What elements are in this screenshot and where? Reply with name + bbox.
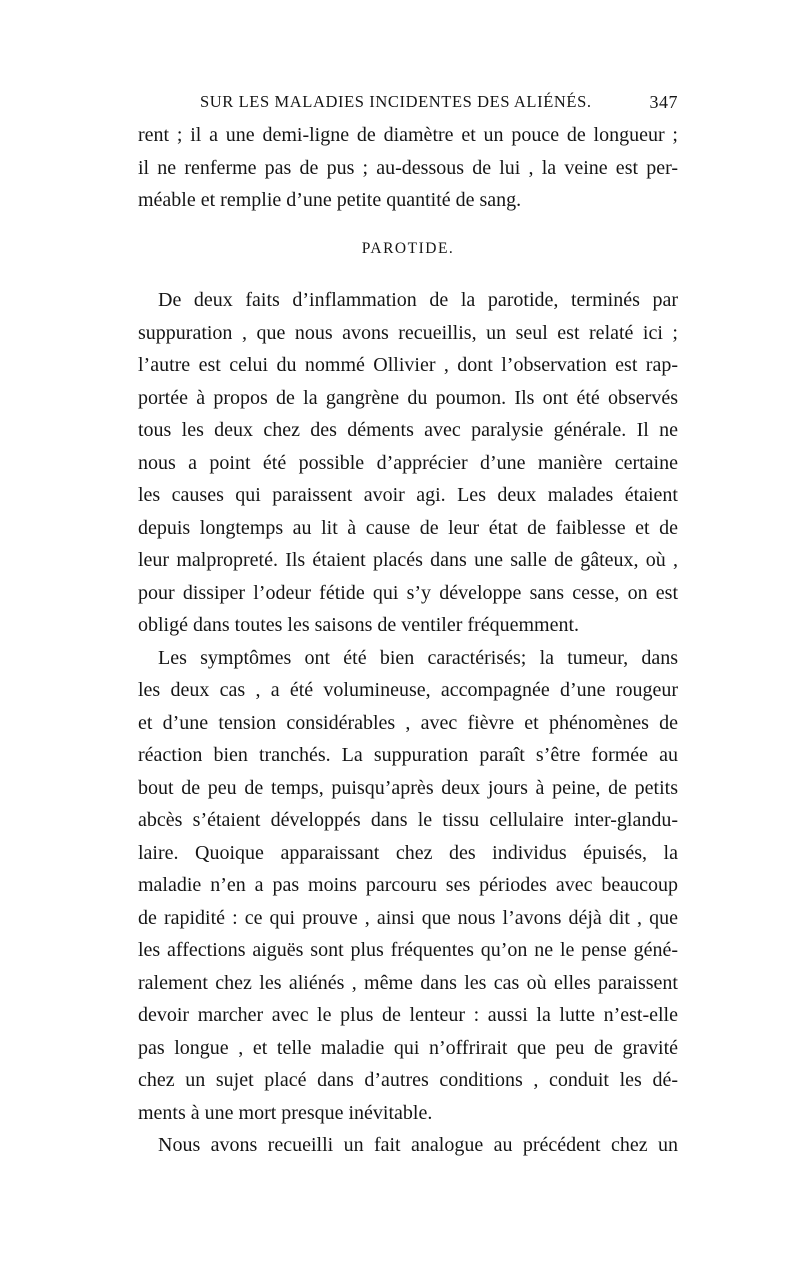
text-line: bout de peu de temps, puisqu’après deux jours à peine, de petits (138, 776, 678, 799)
text-line: de rapidité : ce qui prouve , ainsi que nous l’avons déjà dit , que (138, 906, 678, 929)
text-line: pour dissiper l’odeur fétide qui s’y développe sans cesse, on est (138, 581, 678, 604)
running-head (148, 92, 678, 116)
text-line: et d’une tension considérables , avec fièvre et phénomènes de (138, 711, 678, 734)
body-text (138, 284, 678, 1162)
text-line: depuis longtemps au lit à cause de leur état de faiblesse et de (138, 516, 678, 539)
text-line: nous a point été possible d’apprécier d’une manière certaine (138, 451, 678, 474)
text-line: suppuration , que nous avons recueillis, un seul est relaté ici ; (138, 321, 678, 344)
text-line: réaction bien tranchés. La suppuration paraît s’être formée au (138, 744, 678, 766)
text-line: Nous avons recueilli un fait analogue au précédent chez un (158, 1134, 678, 1156)
text-line: maladie n’en a pas moins parcouru ses périodes avec beaucoup (138, 874, 678, 896)
text-line: devoir marcher avec le plus de lenteur : aussi la lutte n’est-elle (138, 1004, 678, 1026)
text-line: ralement chez les aliénés , même dans les cas où elles paraissent (138, 971, 678, 994)
text-line: obligé dans toutes les saisons de ventiler fréquemment. (138, 614, 580, 636)
text-line: les causes qui paraissent avoir agi. Les deux malades étaient (138, 484, 678, 506)
text-line: les deux cas , a été volumineuse, accompagnée d’une rougeur (138, 679, 678, 701)
text-line: l’autre est celui du nommé Ollivier , dont l’observation est rap- (138, 354, 678, 376)
text-line: rent ; il a une demi-ligne de diamètre et un pouce de longueur ; (138, 124, 678, 146)
text-line: il ne renferme pas de pus ; au-dessous de lui , la veine est per- (138, 156, 678, 179)
text-line: laire. Quoique apparaissant chez des individus épuisés, la (138, 841, 678, 864)
text-line: portée à propos de la gangrène du poumon. Ils ont été observés (138, 386, 678, 409)
text-line: pas longue , et telle maladie qui n’offrirait que peu de gravité (138, 1036, 678, 1059)
text-line: tous les deux chez des déments avec paralysie générale. Il ne (138, 419, 678, 441)
text-line: Les symptômes ont été bien caractérisés; la tumeur, dans (158, 646, 678, 669)
text-line: chez un sujet placé dans d’autres conditions , conduit les dé- (138, 1069, 678, 1091)
intro-paragraph (138, 119, 678, 217)
text-line: ments à une mort presque inévitable. (138, 1101, 433, 1124)
text-line: méable et remplie d’une petite quantité de sang. (138, 189, 522, 211)
section-heading: PAROTIDE. (361, 240, 455, 257)
text-line: leur malpropreté. Ils étaient placés dans une salle de gâteux, où , (138, 549, 678, 571)
running-title: SUR LES MALADIES INCIDENTES DES ALIÉNÉS. (200, 92, 592, 111)
text-line: les affections aiguës sont plus fréquentes qu’on ne le pense géné- (138, 939, 678, 961)
text-line: abcès s’étaient développés dans le tissu cellulaire inter-glandu- (138, 809, 678, 831)
page-number: 347 (649, 92, 678, 112)
text-line: De deux faits d’inflammation de la parotide, terminés par (158, 289, 678, 311)
